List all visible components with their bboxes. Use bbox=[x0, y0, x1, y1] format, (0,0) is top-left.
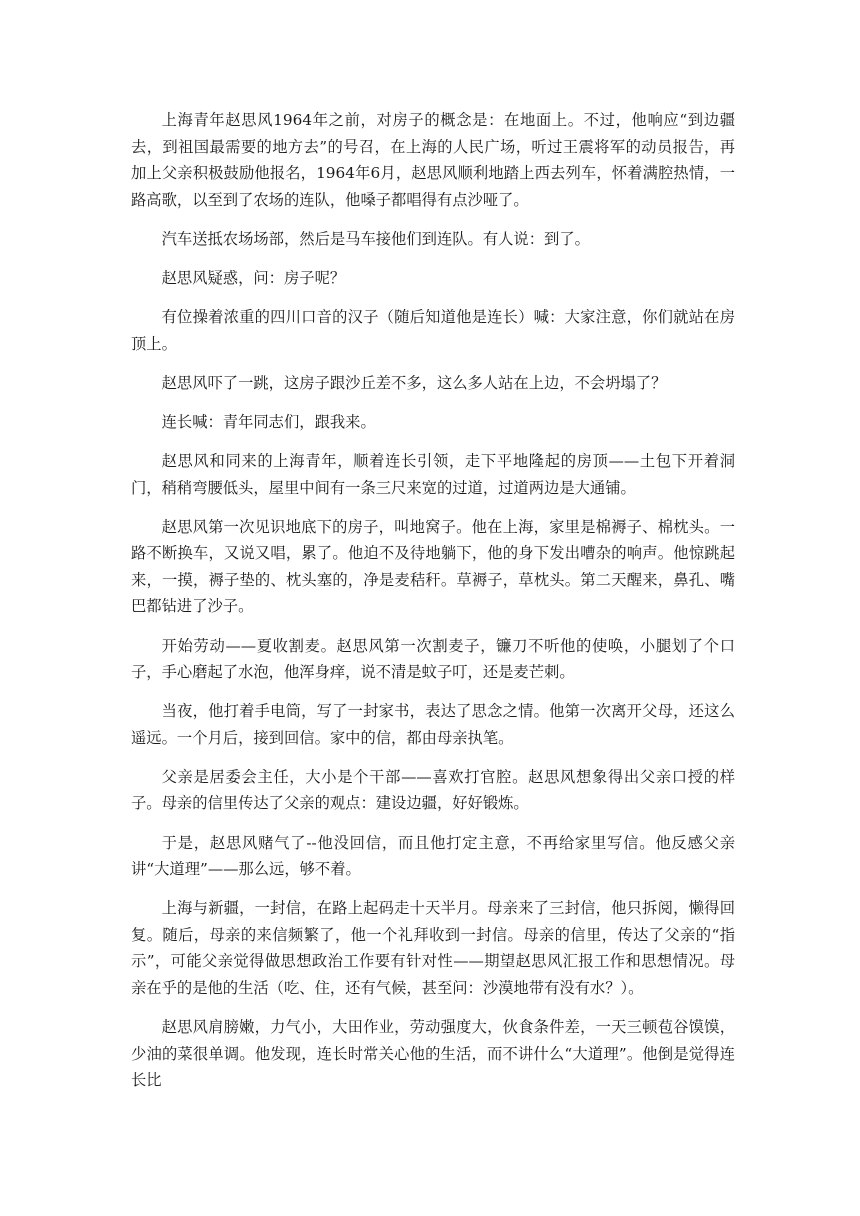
paragraph: 于是，赵思风赌气了--他没回信，而且他打定主意，不再给家里写信。他反感父亲讲“大道理”——那么远，够不着。 bbox=[131, 833, 735, 879]
paragraph: 汽车送抵农场场部，然后是马车接他们到连队。有人说：到了。 bbox=[161, 229, 590, 248]
paragraph: 赵思风肩膀嫩，力气小，大田作业，劳动强度大，伙食条件差，一天三顿苞谷馍馍，少油的菜很单调。他发现，连长时常关心他的生活，而不讲什么“大道理”。他倒是觉得连长比 bbox=[131, 1018, 735, 1090]
paragraph: 赵思风第一次见识地底下的房子，叫地窝子。他在上海，家里是棉褥子、棉枕头。一路不断换车，又说又唱，累了。他迫不及待地躺下，他的身下发出嘈杂的响声。他惊跳起来，一摸，褥子垫的、枕头塞的，净是麦秸秆。草褥子，草枕头。第二天醒来，鼻孔、嘴巴都钻进了沙子。 bbox=[131, 517, 735, 616]
paragraph: 当夜，他打着手电筒，写了一封家书，表达了思念之情。他第一次离开父母，还这么遥远。一个月后，接到回信。家中的信，都由母亲执笔。 bbox=[131, 702, 735, 747]
paragraph: 赵思风疑惑，问：房子呢？ bbox=[161, 268, 346, 287]
paragraph: 赵思风和同来的上海青年，顺着连长引领，走下平地隆起的房顶——土包下开着洞门，稍稍弯腰低头，屋里中间有一条三尺来宽的过道，过道两边是大通铺。 bbox=[131, 451, 735, 497]
paragraph: 父亲是居委会主任，大小是个干部——喜欢打官腔。赵思风想象得出父亲口授的样子。母亲的信里传达了父亲的观点：建设边疆，好好锻炼。 bbox=[131, 767, 735, 813]
paragraph: 有位操着浓重的四川口音的汉子（随后知道他是连长）喊：大家注意，你们就站在房顶上。 bbox=[131, 308, 735, 353]
paragraph: 连长喊：青年同志们，跟我来。 bbox=[161, 412, 376, 431]
paragraph: 开始劳动——夏收割麦。赵思风第一次割麦子，镰刀不听他的使唤，小腿划了个口子，手心磨起了水泡，他浑身痒，说不清是蚊子叮，还是麦芒刺。 bbox=[131, 636, 735, 682]
paragraph: 上海与新疆，一封信，在路上起码走十天半月。母亲来了三封信，他只拆阅，懒得回复。随后，母亲的来信频繁了，他一个礼拜收到一封信。母亲的信里，传达了父亲的“指示”，可能父亲觉得做思想政治工作要有针对性——期望赵思风汇报工作和思想情况。母亲在乎的是他的生活（吃、住，还有气候，甚至问：沙漠地带有没有水？）。 bbox=[131, 899, 735, 998]
document-page bbox=[131, 107, 735, 1106]
paragraph: 赵思风吓了一跳，这房子跟沙丘差不多，这么多人站在上边，不会坍塌了？ bbox=[161, 373, 667, 392]
paragraph: 上海青年赵思风1964年之前，对房子的概念是：在地面上。不过，他响应“到边疆去，到祖国最需要的地方去”的号召，在上海的人民广场，听过王震将军的动员报告，再加上父亲积极鼓励他报名，1964年6月，赵思风顺利地踏上西去列车，怀着满腔热情，一路高歌，以至到了农场的连队，他嗓子都唱得有点沙哑了。 bbox=[131, 111, 735, 209]
